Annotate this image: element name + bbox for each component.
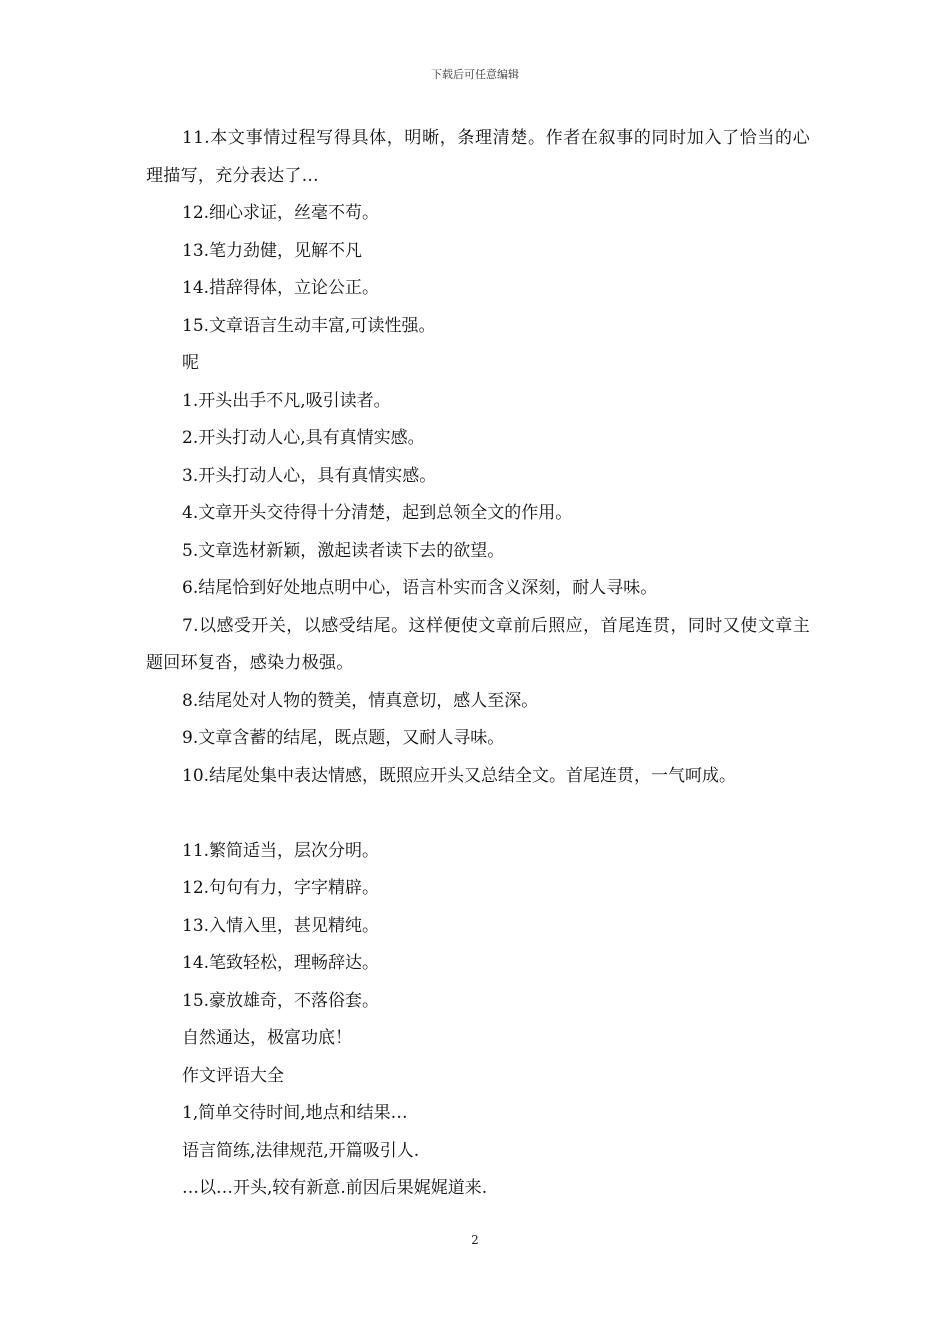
paragraph-comment-15: 15.文章语言生动丰富,可读性强。 — [182, 315, 436, 336]
paragraph-opening-5: 5.文章选材新颖，激起读者读下去的欲望。 — [182, 540, 505, 561]
paragraph-opening-2: 2.开头打动人心,具有真情实感。 — [182, 428, 425, 448]
paragraph-style-13: 13.入情入里，甚见精纯。 — [182, 915, 380, 936]
paragraph-list-1: 1,简单交待时间,地点和结果… — [182, 1103, 408, 1123]
page-number: 2 — [471, 1233, 479, 1247]
paragraph-ending-8: 8.结尾处对人物的赞美，情真意切，感人至深。 — [182, 690, 539, 711]
paragraph-opening-3: 3.开头打动人心，具有真情实感。 — [182, 465, 437, 486]
paragraph-list-2: 语言简练,法律规范,开篇吸引人. — [182, 1140, 420, 1161]
paragraph-opening-1: 1.开头出手不凡,吸引读者。 — [182, 390, 391, 411]
paragraph-ending-10: 10.结尾处集中表达情感，既照应开头又总结全文。首尾连贯，一气呵成。 — [182, 765, 737, 786]
page-header: 下载后可任意编辑 — [431, 68, 519, 81]
blank-line — [146, 795, 810, 833]
paragraph-fragment: 呢 — [182, 353, 199, 373]
paragraph-closing: 自然通达，极富功底！ — [182, 1028, 352, 1048]
paragraph-list-3: …以…开头,较有新意.前因后果娓娓道来. — [182, 1178, 488, 1198]
paragraph-comment-12: 12.细心求证，丝毫不苟。 — [182, 203, 380, 223]
paragraph-comment-11: 11.本文事情过程写得具体，明晰，条理清楚。作者在叙事的同时加入了恰当的心理描写，充分表达了... — [146, 128, 810, 186]
paragraph-style-12: 12.句句有力，字字精辟。 — [182, 878, 380, 898]
paragraph-style-14: 14.笔致轻松，理畅辞达。 — [182, 953, 380, 973]
paragraph-ending-7: 7.以感受开关，以感受结尾。这样便使文章前后照应，首尾连贯，同时又使文章主题回环复沓，感染力极强。 — [146, 615, 810, 673]
paragraph-ending-9: 9.文章含蓄的结尾，既点题，又耐人寻味。 — [182, 728, 505, 748]
paragraph-style-11: 11.繁简适当，层次分明。 — [182, 840, 380, 861]
section-heading: 作文评语大全 — [182, 1065, 284, 1086]
paragraph-ending-6: 6.结尾恰到好处地点明中心，语言朴实而含义深刻，耐人寻味。 — [182, 578, 658, 598]
document-body — [146, 120, 810, 1208]
paragraph-comment-13: 13.笔力劲健，见解不凡 — [182, 240, 363, 261]
paragraph-comment-14: 14.措辞得体，立论公正。 — [182, 278, 380, 298]
paragraph-opening-4: 4.文章开头交待得十分清楚，起到总领全文的作用。 — [182, 503, 573, 523]
paragraph-style-15: 15.豪放雄奇，不落俗套。 — [182, 990, 380, 1011]
